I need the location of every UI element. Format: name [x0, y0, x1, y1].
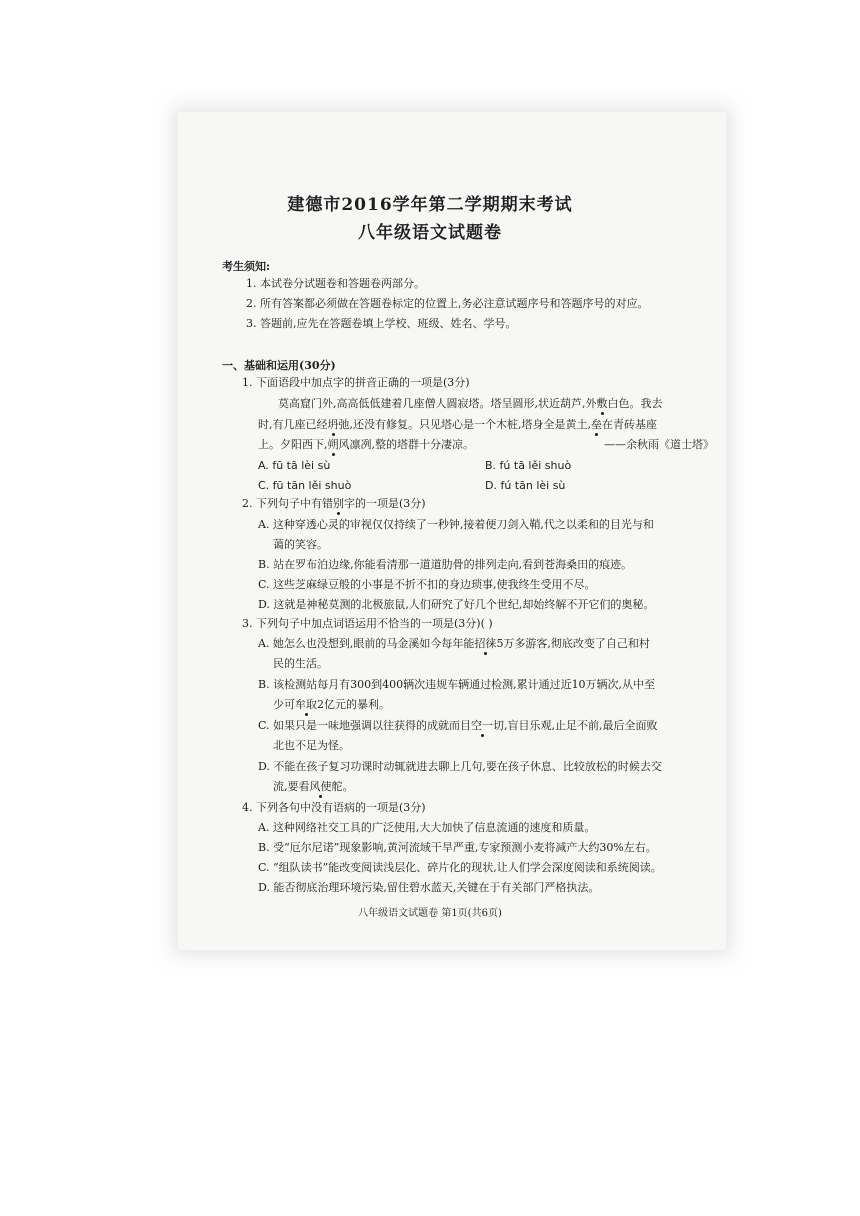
dotted-char: 垒 [591, 418, 602, 431]
dotted-word: 牟取 [295, 698, 317, 711]
q3-option-d-line-2: 流,要看风使舵。 [273, 780, 354, 793]
q1-passage-line-3: 上。夕阳西下,朔风凛冽,整的塔群十分凄凉。 [258, 438, 474, 451]
q4-option-a: A. 这种网络社交工具的广泛使用,大大加快了信息流通的速度和质量。 [258, 821, 596, 834]
q3-option-c-line-1: C. 如果只是一味地强调以往获得的成就而目空一切,盲目乐观,止足不前,最后全面败 [258, 719, 658, 732]
dotted-word: 目空一切 [460, 719, 505, 732]
q3-option-a-line-2: 民的生活。 [273, 657, 328, 670]
q4-option-d: D. 能否彻底治理环境污染,留住碧水蓝天,关键在于有关部门严格执法。 [258, 881, 600, 894]
q3-option-a-line-1: A. 她怎么也没想到,眼前的马金溪如今每年能招徕5万多游客,彻底改变了自己和村 [258, 637, 650, 650]
notice-item-1: 1. 本试卷分试题卷和答题卷两部分。 [246, 277, 425, 290]
q1-option-c: C. fū tān lěi shuò [258, 479, 352, 492]
q1-option-a: A. fū tā lèi sù [258, 459, 331, 472]
notice-item-3: 3. 答题前,应先在答题卷填上学校、班级、姓名、学号。 [246, 317, 517, 330]
q2-option-a-line-2: 蔼的笑容。 [273, 538, 328, 551]
notice-item-2: 2. 所有答案都必须做在答题卷标定的位置上,务必注意试题序号和答题序号的对应。 [246, 297, 649, 310]
q4-option-b: B. 受“厄尔尼诺”现象影响,黄河流域干旱严重,专家预测小麦将减产大约30%左右。 [258, 841, 657, 854]
q2-option-d: D. 这就是神秘莫测的北极旅鼠,人们研究了好几个世纪,却始终解不开它们的奥秘。 [258, 598, 655, 611]
q2-option-b: B. 站在罗布泊边缘,你能看清那一道道肋骨的排列走向,看到苍海桑田的痕迹。 [258, 558, 633, 571]
q1-option-b: B. fú tā lěi shuò [485, 459, 572, 472]
q3-stem: 3. 下列句子中加点词语运用不恰当的一项是(3分)( ) [242, 617, 493, 630]
q1-passage-line-1: 莫高窟门外,高高低低建着几座僧人圆寂塔。塔呈圆形,状近葫芦,外敷白色。我去 [278, 397, 663, 410]
q3-option-d-line-1: D. 不能在孩子复习功课时动辄就进去聊上几句,要在孩子休息、比较放松的时候去交 [258, 760, 662, 773]
dotted-word: 错别字 [322, 497, 355, 510]
q2-stem: 2. 下列句子中有错别字的一项是(3分) [242, 497, 426, 510]
exam-subtitle: 八年级语文试题卷 [358, 223, 502, 243]
notice-heading: 考生须知: [222, 260, 271, 273]
q3-option-b-line-1: B. 该检测站每月有300到400辆次违规车辆通过检测,累计通过近10万辆次,从中至 [258, 678, 656, 691]
q4-option-c: C. “组队读书”能改变阅读浅层化、碎片化的现状,让人们学会深度阅读和系统阅读。 [258, 861, 662, 874]
q1-stem: 1. 下面语段中加点字的拼音正确的一项是(3分) [242, 376, 470, 389]
q4-stem: 4. 下列各句中没有语病的一项是(3分) [242, 801, 426, 814]
dotted-word: 看风使舵 [298, 780, 343, 793]
exam-title: 建德市2016学年第二学期期末考试 [287, 195, 573, 215]
q2-option-a-line-1: A. 这种穿透心灵的审视仅仅持续了一秒钟,接着便刀剑入鞘,代之以柔和的目光与和 [258, 518, 654, 531]
section1-heading: 一、基础和运用(30分) [222, 359, 336, 372]
dotted-char: 朔 [327, 438, 339, 451]
q1-source: ——余秋雨《道士塔》 [604, 438, 714, 451]
dotted-char: 敷 [596, 397, 608, 410]
dotted-char: 坍 [327, 418, 339, 431]
q1-option-d: D. fú tān lèi sù [485, 479, 566, 492]
dotted-word: 招徕 [474, 637, 497, 650]
q2-option-c: C. 这些芝麻绿豆般的小事是不折不扣的身边琐事,使我终生受用不尽。 [258, 578, 596, 591]
page-footer: 八年级语文试题卷 第1页(共6页) [358, 908, 502, 919]
q3-option-b-line-2: 少可牟取2亿元的暴利。 [273, 698, 390, 711]
q3-option-c-line-2: 北也不足为怪。 [273, 739, 350, 752]
q1-passage-line-2: 时,有几座已经坍弛,还没有修复。只见塔心是一个木桩,塔身全是黄土,垒在青砖基座 [258, 418, 657, 431]
